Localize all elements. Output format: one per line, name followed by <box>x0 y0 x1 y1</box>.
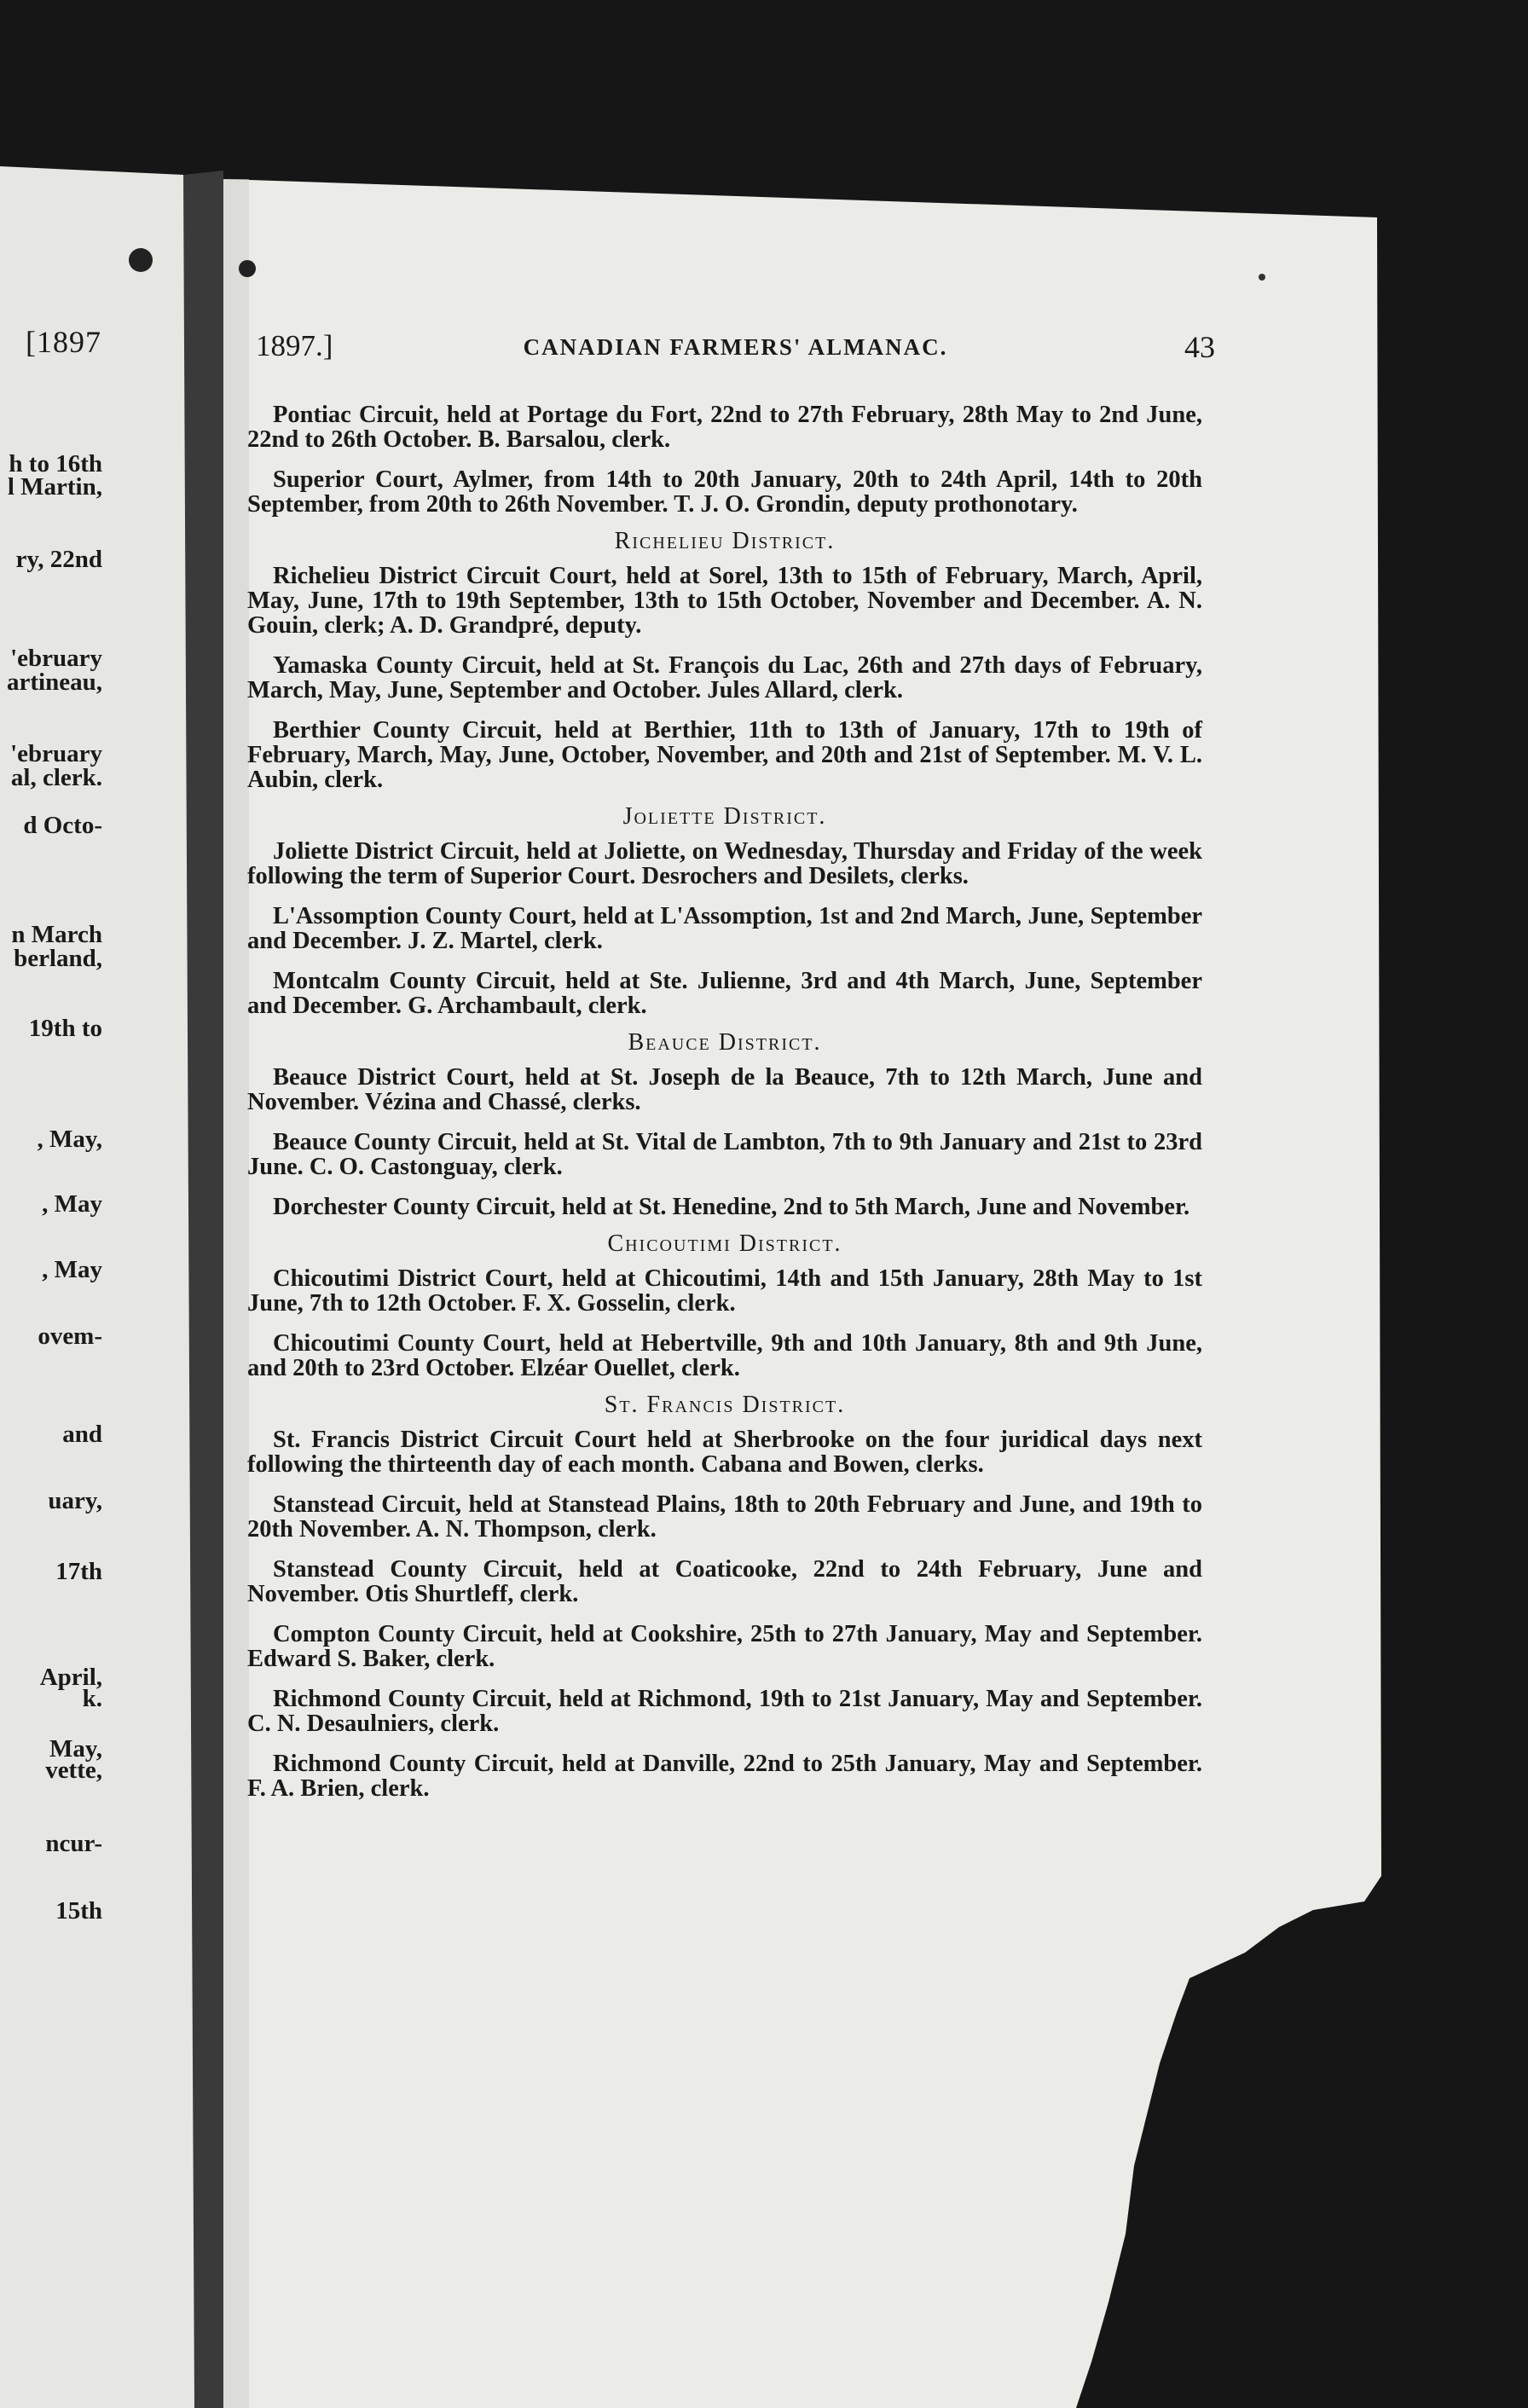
running-head <box>256 329 1215 363</box>
facing-page-fragment: 19th to <box>28 1015 102 1042</box>
facing-page-fragment: , May <box>42 1190 102 1218</box>
court-listing <box>247 402 1202 1816</box>
facing-page-fragment: April, <box>39 1664 102 1691</box>
header-year: 1897.] <box>256 329 333 362</box>
facing-page-fragment: 15th <box>55 1897 102 1925</box>
court-entry: Joliette District Circuit, held at Joliette, on Wednesday, Thursday and Friday of the week following the term of Superior Court. Desrochers and Desilets, clerks. <box>247 838 1202 889</box>
court-entry: Compton County Circuit, held at Cookshire, 25th to 27th January, May and September. Edward S. Baker, clerk. <box>247 1621 1202 1672</box>
facing-page-fragment: berland, <box>14 945 102 972</box>
facing-page-fragment: vette, <box>45 1757 102 1784</box>
court-entry: Beauce District Court, held at St. Joseph de la Beauce, 7th to 12th March, June and November. Vézina and Chassé, clerks. <box>247 1064 1202 1115</box>
facing-page-header: [1897 <box>26 325 101 359</box>
district-heading: St. Francis District. <box>604 1392 846 1418</box>
district-heading: Chicoutimi District. <box>607 1230 842 1257</box>
court-entry: L'Assomption County Court, held at L'Assomption, 1st and 2nd March, June, September and December. J. Z. Martel, clerk. <box>247 903 1202 954</box>
district-heading: Joliette District. <box>622 803 827 830</box>
facing-page-fragment: al, clerk. <box>10 764 102 791</box>
court-entry: Richmond County Circuit, held at Richmond, 19th to 21st January, May and September. C. N. Desaulniers, clerk. <box>247 1686 1202 1737</box>
court-entry: Chicoutimi District Court, held at Chicoutimi, 14th and 15th January, 28th May to 1st June, 7th to 12th October. F. X. Gosselin, clerk. <box>247 1265 1202 1317</box>
court-entry: Stanstead County Circuit, held at Coaticooke, 22nd to 24th February, June and November. Otis Shurtleff, clerk. <box>247 1556 1202 1607</box>
facing-page-fragment: d Octo- <box>23 812 102 839</box>
facing-page-fragment: ry, 22nd <box>15 546 102 573</box>
court-entry: Richelieu District Circuit Court, held at Sorel, 13th to 15th of February, March, April, May, June, 17th to 19th September, 13th to 15th October, November and December. A. N. Gouin, clerk; A. D. Grandpré, deputy. <box>247 563 1202 639</box>
facing-page-fragment: May, <box>49 1735 102 1763</box>
court-entry: Dorchester County Circuit, held at St. Henedine, 2nd to 5th March, June and November. <box>273 1194 1190 1220</box>
facing-page-fragment: 17th <box>55 1558 102 1585</box>
page-number: 43 <box>1184 330 1215 364</box>
facing-page-fragment: , May <box>42 1256 102 1283</box>
facing-page-fragment: and <box>62 1421 102 1448</box>
district-heading: Richelieu District. <box>614 528 836 554</box>
facing-page-fragment: ovem- <box>38 1323 102 1350</box>
facing-page-fragment: artineau, <box>7 669 102 696</box>
almanac-page <box>213 179 1381 2362</box>
facing-page-fragment: l Martin, <box>7 473 102 501</box>
facing-page-fragment: ncur- <box>45 1830 102 1857</box>
court-entry: St. Francis District Circuit Court held at Sherbrooke on the four juridical days next following the thirteenth day of each month. Cabana and Bowen, clerks. <box>247 1427 1202 1478</box>
court-entry: Beauce County Circuit, held at St. Vital de Lambton, 7th to 9th January and 21st to 23rd June. C. O. Castonguay, clerk. <box>247 1129 1202 1180</box>
page-title: CANADIAN FARMERS' ALMANAC. <box>523 334 948 360</box>
facing-page-fragment: 'ebruary <box>10 740 102 767</box>
facing-page-fragment: k. <box>82 1685 102 1712</box>
court-entry: Richmond County Circuit, held at Danville, 22nd to 25th January, May and September. F. A. Brien, clerk. <box>247 1751 1202 1802</box>
facing-page-fragment: h to 16th <box>9 450 102 478</box>
court-entry: Berthier County Circuit, held at Berthier, 11th to 13th of January, 17th to 19th of February, March, May, June, October, November, and 20th and 21st of September. M. V. L. Aubin, clerk. <box>247 717 1202 793</box>
court-entry: Stanstead Circuit, held at Stanstead Plains, 18th to 20th February and June, and 19th to 20th November. A. N. Thompson, clerk. <box>247 1491 1202 1543</box>
court-entry: Pontiac Circuit, held at Portage du Fort, 22nd to 27th February, 28th May to 2nd June, 22nd to 26th October. B. Barsalou, clerk. <box>247 402 1202 453</box>
court-entry: Yamaska County Circuit, held at St. François du Lac, 26th and 27th days of February, March, May, June, September and October. Jules Allard, clerk. <box>247 652 1202 703</box>
facing-page-fragment: uary, <box>48 1487 102 1514</box>
facing-page-fragment: n March <box>11 921 102 948</box>
court-entry: Superior Court, Aylmer, from 14th to 20th January, 20th to 24th April, 14th to 20th September, from 20th to 26th November. T. J. O. Grondin, deputy prothonotary. <box>247 466 1202 518</box>
facing-page-fragment: , May, <box>37 1126 102 1153</box>
court-entry: Montcalm County Circuit, held at Ste. Julienne, 3rd and 4th March, June, September and December. G. Archambault, clerk. <box>247 968 1202 1019</box>
facing-page-fragment: 'ebruary <box>10 645 102 672</box>
district-heading: Beauce District. <box>628 1029 822 1056</box>
court-entry: Chicoutimi County Court, held at Hebertville, 9th and 10th January, 8th and 9th June, and 20th to 23rd October. Elzéar Ouellet, clerk. <box>247 1330 1202 1381</box>
